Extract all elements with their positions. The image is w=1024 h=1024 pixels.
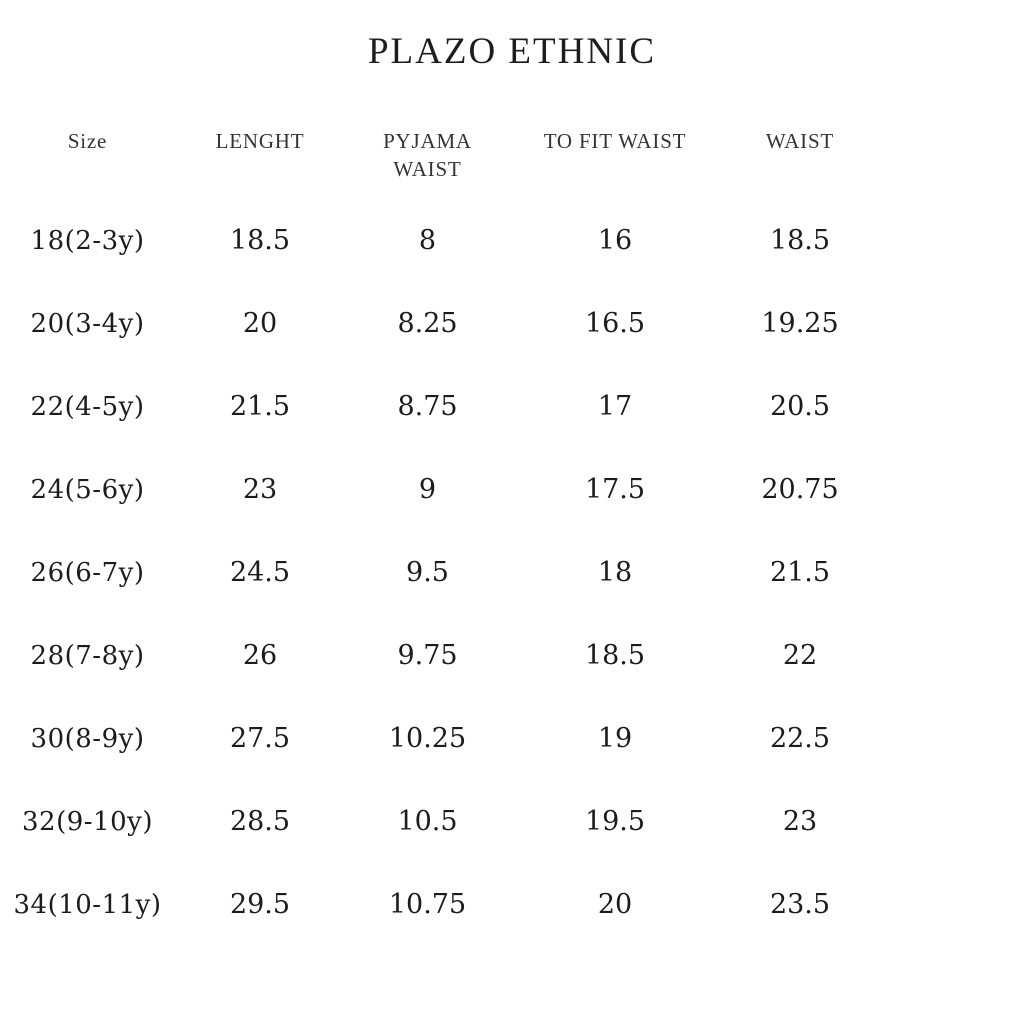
waist-cell: 23.5: [769, 889, 831, 920]
to-fit-waist-cell: 16.5: [584, 308, 646, 339]
size-cell: 26(6-7y): [30, 557, 145, 588]
pyjama-waist-cell: 8: [418, 225, 437, 256]
table-row: [0, 282, 880, 365]
waist-cell: 22.5: [769, 723, 831, 754]
table-row: [0, 780, 880, 863]
table-row: [0, 614, 880, 697]
table-header-row: [0, 117, 880, 199]
table-body: [0, 199, 880, 946]
lenght-cell: 21.5: [229, 391, 291, 422]
pyjama-waist-cell: 8.75: [397, 391, 458, 422]
to-fit-waist-cell: 19: [597, 723, 633, 754]
table-row: [0, 863, 880, 946]
to-fit-waist-cell: 18: [597, 557, 633, 588]
table-row: [0, 531, 880, 614]
waist-cell: 21.5: [769, 557, 831, 588]
to-fit-waist-cell: 17.5: [584, 474, 646, 505]
col-header-waist: WAIST: [765, 129, 835, 153]
pyjama-waist-cell: 9.75: [397, 640, 458, 671]
waist-cell: 19.25: [761, 308, 839, 339]
to-fit-waist-cell: 17: [597, 391, 633, 422]
lenght-cell: 28.5: [229, 806, 291, 837]
lenght-cell: 26: [242, 640, 278, 671]
lenght-cell: 20: [242, 308, 278, 339]
pyjama-waist-cell: 9.5: [406, 557, 449, 588]
table-row: [0, 199, 880, 282]
size-cell: 32(9-10y): [22, 806, 153, 837]
pyjama-waist-cell: 10.5: [397, 806, 458, 837]
table-row: [0, 365, 880, 448]
pyjama-waist-cell: 9: [418, 474, 437, 505]
size-cell: 24(5-6y): [30, 474, 145, 505]
size-chart-table: [0, 117, 880, 946]
waist-cell: 20.75: [761, 474, 839, 505]
lenght-cell: 29.5: [229, 889, 291, 920]
lenght-cell: 23: [242, 474, 278, 505]
waist-cell: 18.5: [769, 225, 831, 256]
size-cell: 30(8-9y): [30, 723, 145, 754]
pyjama-waist-cell: 8.25: [397, 308, 458, 339]
waist-cell: 23: [782, 806, 818, 837]
col-header-lenght: LENGHT: [215, 129, 305, 153]
to-fit-waist-cell: 18.5: [584, 640, 646, 671]
col-header-pyjama-waist: PYJAMA WAIST: [383, 129, 472, 182]
size-cell: 28(7-8y): [30, 640, 145, 671]
lenght-cell: 18.5: [229, 225, 291, 256]
table-row: [0, 697, 880, 780]
size-cell: 18(2-3y): [30, 225, 145, 256]
col-header-size: Size: [67, 129, 108, 153]
size-cell: 20(3-4y): [30, 308, 145, 339]
waist-cell: 22: [782, 640, 818, 671]
page-title: PLAZO ETHNIC: [367, 31, 657, 72]
lenght-cell: 27.5: [229, 723, 291, 754]
pyjama-waist-cell: 10.25: [388, 723, 467, 754]
col-header-to-fit-waist: TO FIT WAIST: [543, 129, 687, 153]
lenght-cell: 24.5: [229, 557, 291, 588]
size-cell: 34(10-11y): [13, 889, 162, 920]
to-fit-waist-cell: 19.5: [584, 806, 646, 837]
table-row: [0, 448, 880, 531]
to-fit-waist-cell: 20: [597, 889, 633, 920]
to-fit-waist-cell: 16: [597, 225, 633, 256]
pyjama-waist-cell: 10.75: [388, 889, 467, 920]
size-cell: 22(4-5y): [30, 391, 145, 422]
waist-cell: 20.5: [769, 391, 831, 422]
